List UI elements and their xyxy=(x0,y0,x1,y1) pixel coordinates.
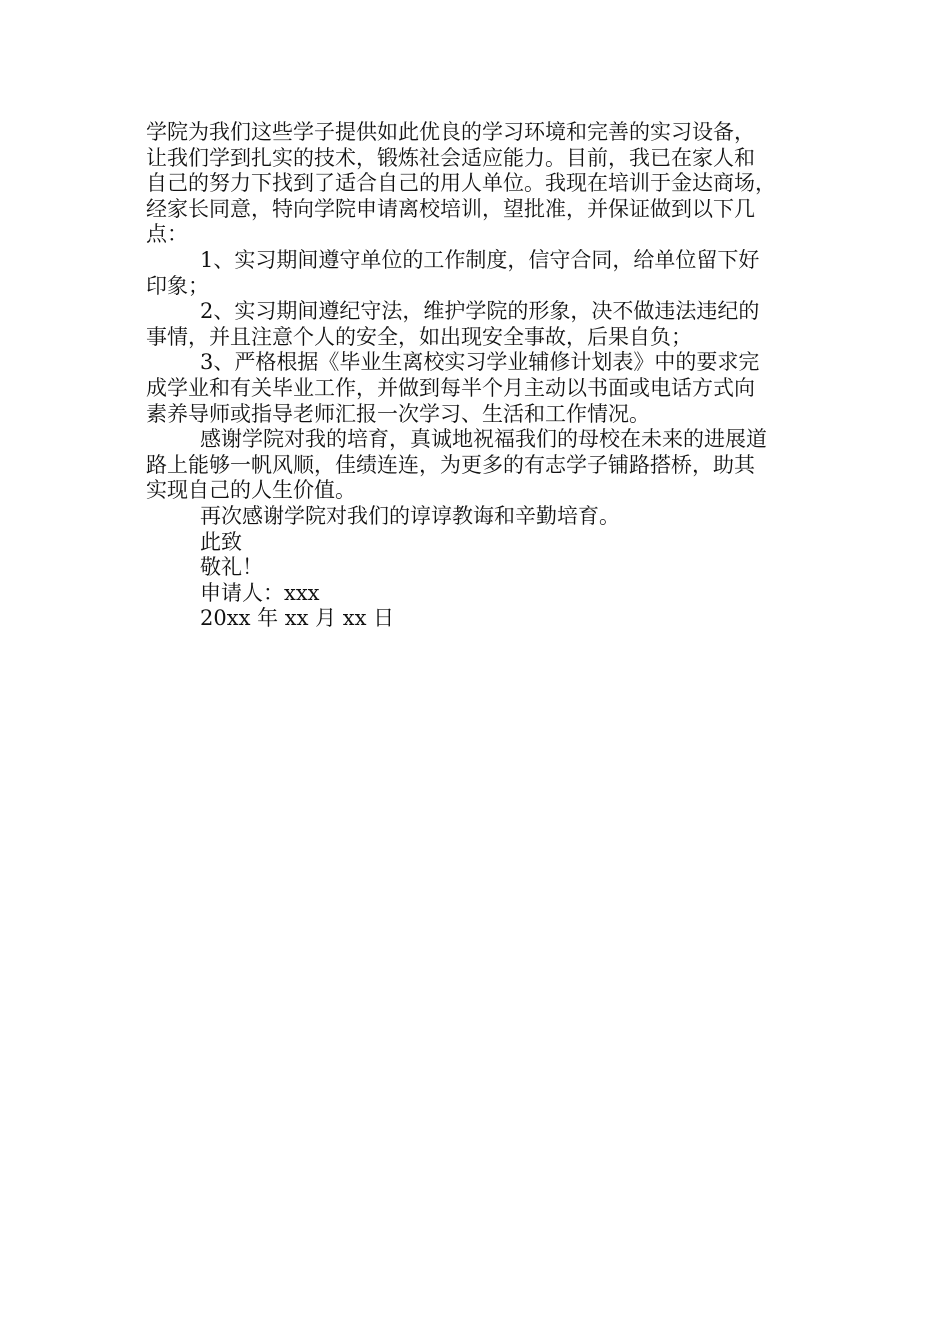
letter-body xyxy=(146,120,816,632)
thanks-paragraph xyxy=(146,427,816,504)
text-line: 1、实习期间遵守单位的工作制度，信守合同，给单位留下好 xyxy=(200,247,760,272)
intro-paragraph xyxy=(146,120,816,248)
pledge-item-1 xyxy=(146,248,816,299)
applicant-signature xyxy=(146,581,816,607)
closing-line: 此致 xyxy=(200,529,242,554)
text-line: 事情，并且注意个人的安全，如出现安全事故，后果自负； xyxy=(146,324,692,349)
text-line: 实现自己的人生价值。 xyxy=(146,478,356,503)
text-line: 自己的努力下找到了适合自己的用人单位。我现在培训于金达商场， xyxy=(146,171,776,196)
letter-date xyxy=(146,606,816,632)
closing-regards xyxy=(146,555,816,581)
thanks-again-paragraph xyxy=(146,504,816,530)
text-line: 感谢学院对我的培育，真诚地祝福我们的母校在未来的进展道 xyxy=(200,427,767,452)
text-line: 学院为我们这些学子提供如此优良的学习环境和完善的实习设备， xyxy=(146,120,755,144)
text-line: 让我们学到扎实的技术，锻炼社会适应能力。目前，我已在家人和 xyxy=(146,145,755,170)
text-line: 再次感谢学院对我们的谆谆教诲和辛勤培育。 xyxy=(200,503,620,528)
text-line: 素养导师或指导老师汇报一次学习、生活和工作情况。 xyxy=(146,401,650,426)
pledge-item-2 xyxy=(146,299,816,350)
text-line: 2、实习期间遵纪守法，维护学院的形象，决不做违法违纪的 xyxy=(200,299,760,324)
date-line: 20xx 年 xx 月 xx 日 xyxy=(200,606,395,631)
text-line: 经家长同意，特向学院申请离校培训，望批准，并保证做到以下几 xyxy=(146,196,755,221)
text-line: 印象； xyxy=(146,273,209,298)
text-line: 路上能够一帆风顺，佳绩连连，为更多的有志学子铺路搭桥，助其 xyxy=(146,452,755,477)
closing-salutation xyxy=(146,530,816,556)
text-line: 3、严格根据《毕业生离校实习学业辅修计划表》中的要求完 xyxy=(200,350,760,375)
applicant-line: 申请人：xxx xyxy=(200,580,320,605)
pledge-item-3 xyxy=(146,350,816,427)
text-line: 点： xyxy=(146,222,188,247)
text-line: 成学业和有关毕业工作，并做到每半个月主动以书面或电话方式向 xyxy=(146,375,755,400)
closing-line: 敬礼！ xyxy=(200,555,263,580)
